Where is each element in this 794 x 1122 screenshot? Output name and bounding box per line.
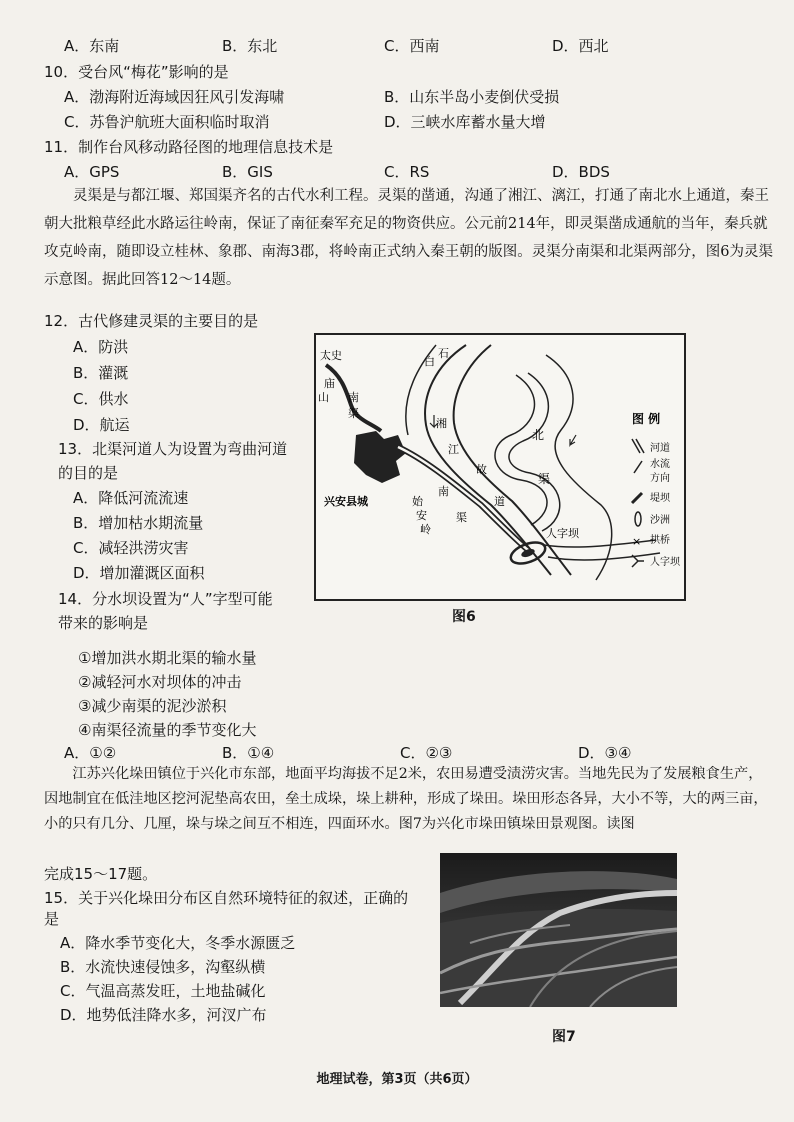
label-an: 安 (416, 509, 427, 522)
label-ling: 岭 (420, 523, 431, 536)
legend-sandbar-icon (635, 512, 641, 526)
label-dao: 道 (494, 495, 505, 508)
q9-option-d: D．西北 (552, 37, 609, 55)
q10-option-a: A．渤海附近海域因狂风引发海啸 (64, 88, 285, 106)
label-taishi: 太史 (320, 349, 342, 362)
label-baishi-2: 石 (438, 347, 449, 360)
q14-option-b: B．①④ (222, 744, 275, 762)
q14-item-2: ②减轻河水对坝体的冲击 (78, 673, 242, 691)
label-nanqu-top-nan: 南 (348, 391, 359, 404)
figure-6-map (314, 333, 686, 601)
legend-dam-icon (632, 493, 642, 503)
q14-option-c: C．②③ (400, 744, 453, 762)
legend-river: 河道 (650, 443, 670, 454)
legend-river-icon (632, 439, 644, 453)
figure-7-photo (440, 853, 677, 1007)
q12-stem: 12．古代修建灵渠的主要目的是 (44, 312, 259, 330)
label-baishi-1: 白 (424, 355, 435, 368)
figure-7-caption: 图7 (552, 1029, 576, 1045)
legend-title: 图 例 (632, 412, 661, 426)
label-miao: 庙 (324, 377, 335, 390)
q13-option-a: A．降低河流流速 (73, 489, 189, 507)
lingqu-map-drawing (316, 335, 684, 599)
q12-option-d: D．航运 (73, 416, 130, 434)
q15-option-c: C．气温高蒸发旺，土地盐碱化 (60, 982, 266, 1000)
q11-option-b: B．GIS (222, 163, 273, 181)
legend-flow-1: 水流 (650, 459, 670, 470)
q14-stem-line2: 带来的影响是 (58, 614, 149, 632)
label-nanqu-top-qu: 渠 (348, 407, 359, 420)
q14-item-1: ①增加洪水期北渠的输水量 (78, 649, 257, 667)
label-nan: 南 (438, 485, 449, 498)
q15-option-b: B．水流快速侵蚀多，沟壑纵横 (60, 958, 266, 976)
passage-duotian: 江苏兴化垛田镇位于兴化市东部，地面平均海拔不足2米，农田易遭受渍涝灾害。当地先民为了发展粮食生产，因地制宜在低洼地区挖河泥垫高农田，垒土成垛，垛上耕种，形成了垛田。垛田形态各异，大小不等，大的两三亩，小的只有几分、几厘，垛与垛之间互不相连，四面环水。图7为兴化市垛田镇垛田景观图。读图 (44, 766, 768, 832)
legend-sandbar: 沙洲 (650, 515, 670, 526)
q13-option-c: C．减轻洪涝灾害 (73, 539, 189, 557)
label-renzi: 人字坝 (546, 527, 579, 540)
q12-option-c: C．供水 (73, 390, 129, 408)
passage-duotian-end: 完成15～17题。 (44, 865, 158, 883)
q14-option-d: D．③④ (578, 744, 632, 762)
label-shan: 山 (318, 391, 329, 404)
q11-option-c: C．RS (384, 163, 430, 181)
q15-option-a: A．降水季节变化大，冬季水源匮乏 (60, 934, 296, 952)
q12-option-a: A．防洪 (73, 338, 129, 356)
passage-lingqu: 灵渠是与都江堰、郑国渠齐名的古代水利工程。灵渠的凿通，沟通了湘江、漓江，打通了南北水上通道，秦王朝大批粮草经此水路运往岭南，保证了南征秦军充足的物资供应。公元前214年，即灵渠凿成通航的当年，秦兵就攻克岭南，随即设立桂林、象郡、南海3郡，将岭南正式纳入秦王朝的版图。灵渠分南渠和北渠两部分，图6为灵渠示意图。据此回答12～14题。 (44, 188, 773, 288)
label-jiang: 江 (448, 443, 459, 456)
legend-flow-2: 方向 (650, 473, 670, 484)
q9-option-c: C．西南 (384, 37, 440, 55)
legend-bridge-icon: × (632, 535, 642, 548)
label-bei: 北 (532, 428, 545, 442)
q13-option-d: D．增加灌溉区面积 (73, 564, 205, 582)
q9-option-b: B．东北 (222, 37, 278, 55)
label-xingan: 兴安县城 (324, 495, 368, 508)
legend-renzi-icon (632, 555, 644, 567)
q14-option-a: A．①② (64, 744, 117, 762)
legend-dam: 堤坝 (650, 493, 670, 504)
legend-renzi: 人字坝 (650, 557, 680, 568)
q12-option-b: B．灌溉 (73, 364, 129, 382)
q10-stem: 10．受台风“梅花”影响的是 (44, 63, 229, 81)
figure-6-caption: 图6 (452, 609, 476, 625)
label-shi: 始 (412, 495, 423, 508)
legend-flow-icon (634, 461, 642, 473)
q11-stem: 11．制作台风移动路径图的地理信息技术是 (44, 138, 334, 156)
label-beiqu: 渠 (538, 472, 551, 486)
page-footer: 地理试卷，第3页（共6页） (316, 1072, 478, 1087)
q15-stem-line1: 15．关于兴化垛田分布区自然环境特征的叙述，正确的 (44, 889, 409, 907)
q13-stem-line1: 13．北渠河道人为设置为弯曲河道 (58, 440, 288, 458)
label-gu: 故 (476, 463, 487, 476)
q15-stem-line2: 是 (44, 910, 60, 928)
q10-option-b: B．山东半岛小麦倒伏受损 (384, 88, 560, 106)
q11-option-a: A．GPS (64, 163, 120, 181)
label-nanqu: 渠 (456, 511, 467, 524)
q13-stem-line2: 的目的是 (58, 464, 119, 482)
q14-stem-line1: 14．分水坝设置为“人”字型可能 (58, 590, 273, 608)
legend-bridge: 拱桥 (650, 535, 670, 546)
q13-option-b: B．增加枯水期流量 (73, 514, 204, 532)
q15-option-d: D．地势低洼降水多，河汊广布 (60, 1006, 267, 1024)
q14-item-3: ③减少南渠的泥沙淤积 (78, 697, 227, 715)
q14-item-4: ④南渠径流量的季节变化大 (78, 721, 257, 739)
q9-option-a: A．东南 (64, 37, 120, 55)
q10-option-c: C．苏鲁沪航班大面积临时取消 (64, 113, 270, 131)
q11-option-d: D．BDS (552, 163, 610, 181)
q10-option-d: D．三峡水库蓄水量大增 (384, 113, 546, 131)
label-xiang: 湘 (436, 417, 447, 430)
